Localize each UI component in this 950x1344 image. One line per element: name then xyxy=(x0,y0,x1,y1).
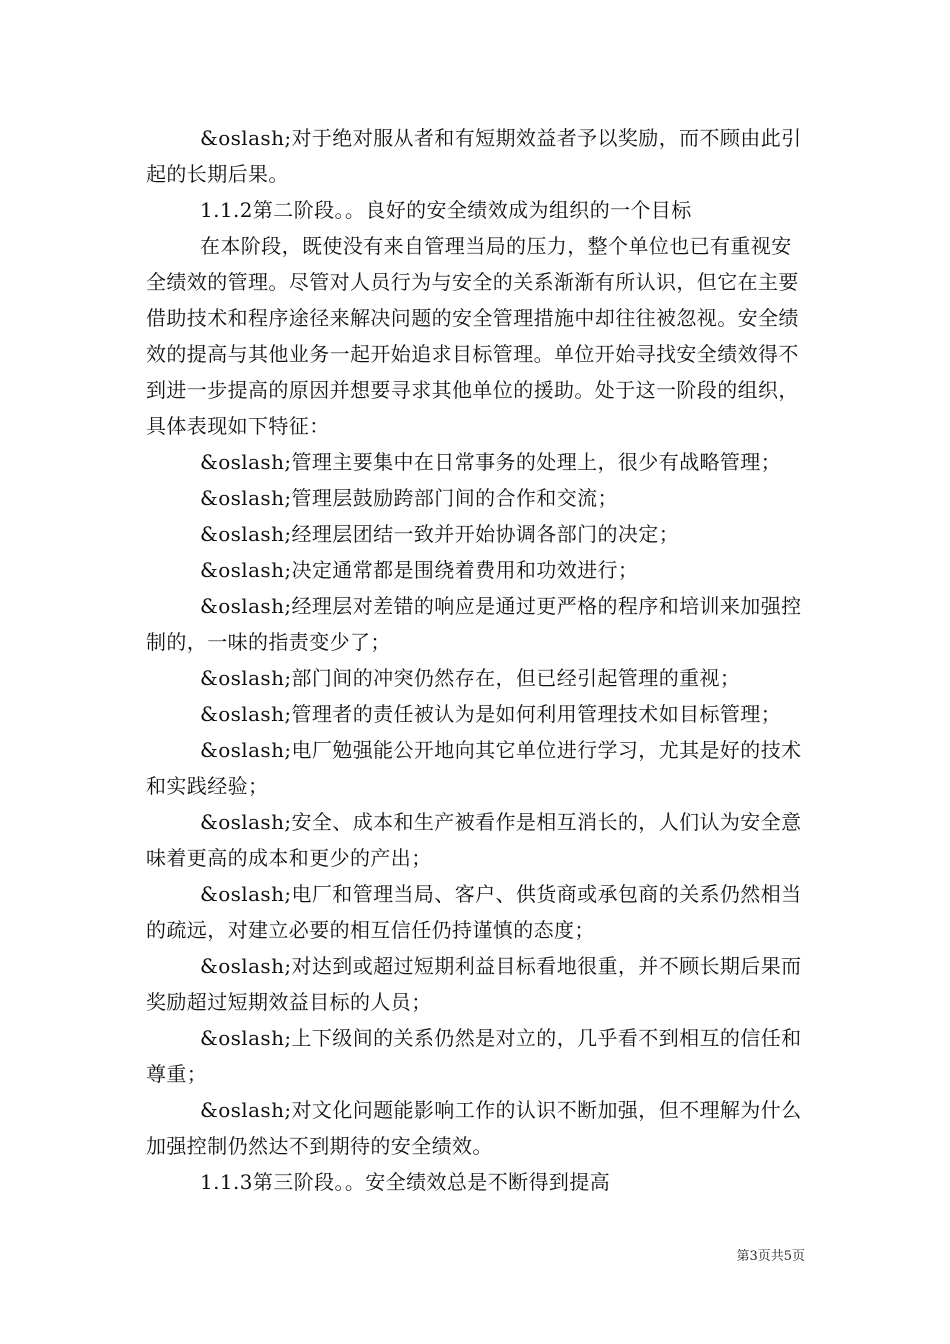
section-heading: 1.1.2第二阶段。。良好的安全绩效成为组织的一个目标 xyxy=(200,198,692,222)
list-item: &oslash;经理层团结一致并开始协调各部门的决定； xyxy=(200,522,680,546)
list-item: &oslash;部门间的冲突仍然存在，但已经引起管理的重视； xyxy=(200,666,741,690)
list-item: &oslash;管理者的责任被认为是如何利用管理技术如目标管理； xyxy=(200,702,782,726)
list-item: &oslash;上下级间的关系仍然是对立的，几乎看不到相互的信任和尊重； xyxy=(146,1026,802,1086)
document-body xyxy=(146,120,811,1200)
section-heading: 1.1.3第三阶段。。安全绩效总是不断得到提高 xyxy=(200,1170,611,1194)
list-item: &oslash;对文化问题能影响工作的认识不断加强，但不理解为什么加强控制仍然达不到期待的安全绩效。 xyxy=(146,1098,802,1158)
list-item: &oslash;管理层鼓励跨部门间的合作和交流； xyxy=(200,486,618,510)
list-item: &oslash;电厂勉强能公开地向其它单位进行学习，尤其是好的技术和实践经验； xyxy=(146,738,802,798)
paragraph: 在本阶段，既使没有来自管理当局的压力，整个单位也已有重视安全绩效的管理。尽管对人员行为与安全的关系渐渐有所认识，但它在主要借助技术和程序途径来解决问题的安全管理措施中却往往被忽视。安全绩效的提高与其他业务一起开始追求目标管理。单位开始寻找安全绩效得不到进一步提高的原因并想要寻求其他单位的援助。处于这一阶段的组织，具体表现如下特征： xyxy=(146,234,799,438)
list-item: &oslash;对达到或超过短期利益目标看地很重，并不顾长期后果而奖励超过短期效益目标的人员； xyxy=(146,954,802,1014)
paragraph: &oslash;对于绝对服从者和有短期效益者予以奖励，而不顾由此引起的长期后果。 xyxy=(146,126,802,186)
page-number: 第3页共5页 xyxy=(736,1249,805,1264)
list-item: &oslash;决定通常都是围绕着费用和功效进行； xyxy=(200,558,639,582)
list-item: &oslash;电厂和管理当局、客户、供货商或承包商的关系仍然相当的疏远，对建立必要的相互信任仍持谨慎的态度； xyxy=(146,882,802,942)
list-item: &oslash;安全、成本和生产被看作是相互消长的，人们认为安全意味着更高的成本和更少的产出； xyxy=(146,810,802,870)
list-item: &oslash;管理主要集中在日常事务的处理上，很少有战略管理； xyxy=(200,450,782,474)
list-item: &oslash;经理层对差错的响应是通过更严格的程序和培训来加强控制的，一味的指责变少了； xyxy=(146,594,802,654)
